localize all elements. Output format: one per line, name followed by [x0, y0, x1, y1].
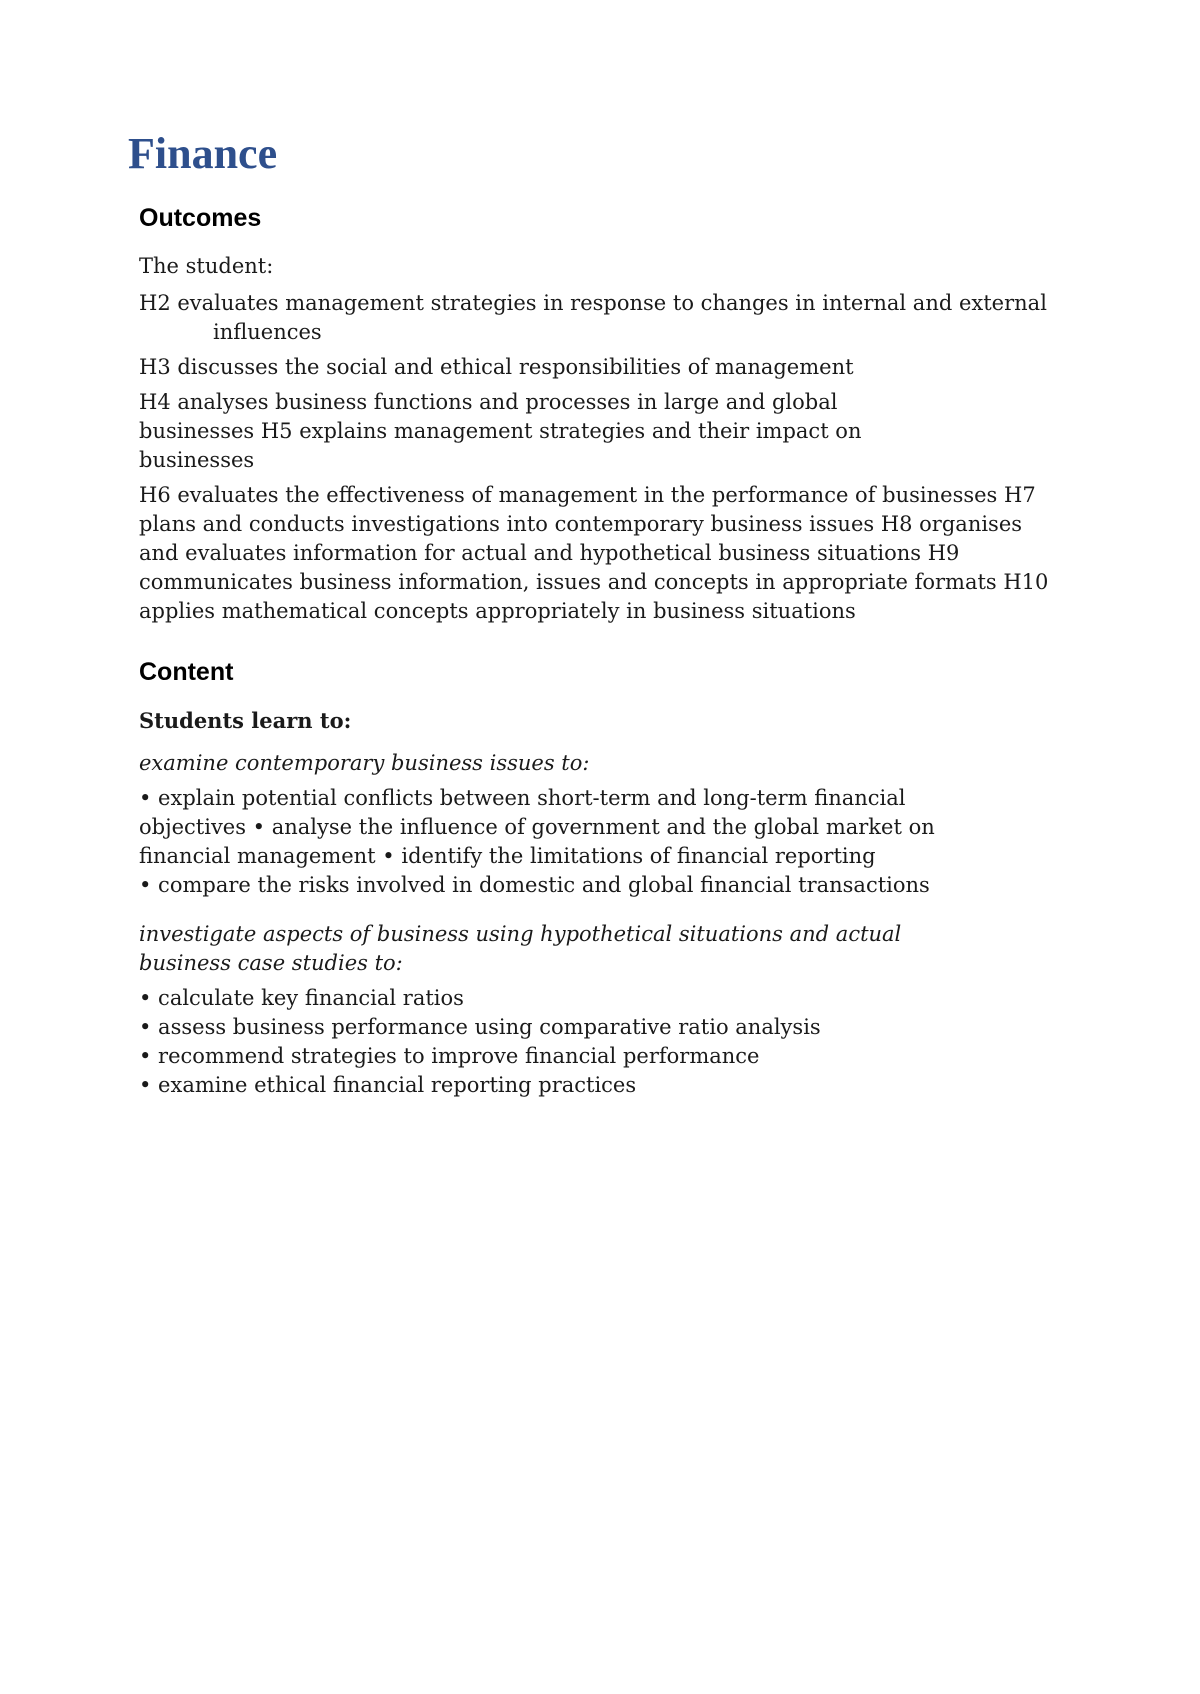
block2 [139, 920, 1059, 1100]
block2-bullet-list [139, 984, 1059, 1100]
content-heading: Content [139, 658, 234, 686]
block2-bullet-item: • recommend strategies to improve financial performance [139, 1044, 760, 1068]
document-body [128, 126, 1059, 1100]
outcomes-heading: Outcomes [139, 204, 262, 232]
block1-bullet-item: • compare the risks involved in domestic and global financial transactions [139, 873, 930, 897]
block1-intro: examine contemporary business issues to: [139, 751, 590, 775]
block1-bullet-list [139, 784, 1059, 900]
outcomes-intro: The student: [139, 254, 274, 278]
outcome-h3: H3 discusses the social and ethical responsibilities of management [139, 355, 854, 379]
students-learn-label: Students learn to: [139, 708, 352, 733]
block1-bullets-wrapped: • explain potential conflicts between short-term and long-term financial objectives • analyse the influence of government and the global market on financial management • identify the limitations of financial reporting [139, 786, 935, 868]
block2-bullet-item: • assess business performance using comparative ratio analysis [139, 1015, 821, 1039]
block2-bullet-item: • examine ethical financial reporting practices [139, 1073, 637, 1097]
block2-bullet-item: • calculate key financial ratios [139, 986, 464, 1010]
outcome-h4-h5: H4 analyses business functions and processes in large and global businesses H5 explains management strategies and their impact on businesses [139, 390, 862, 472]
outcome-h2: H2 evaluates management strategies in response to changes in internal and external influences [139, 291, 1047, 344]
block2-intro: investigate aspects of business using hypothetical situations and actual business case studies to: [139, 922, 902, 975]
outcome-h6-h10: H6 evaluates the effectiveness of management in the performance of businesses H7 plans and conducts investigations into contemporary business issues H8 organises and evaluates information for actual and hypothetical business situations H9 communicates business information, issues and concepts in appropriate formats H10 applies mathematical concepts appropriately in business situations [139, 483, 1049, 623]
page-title: Finance [128, 129, 278, 178]
